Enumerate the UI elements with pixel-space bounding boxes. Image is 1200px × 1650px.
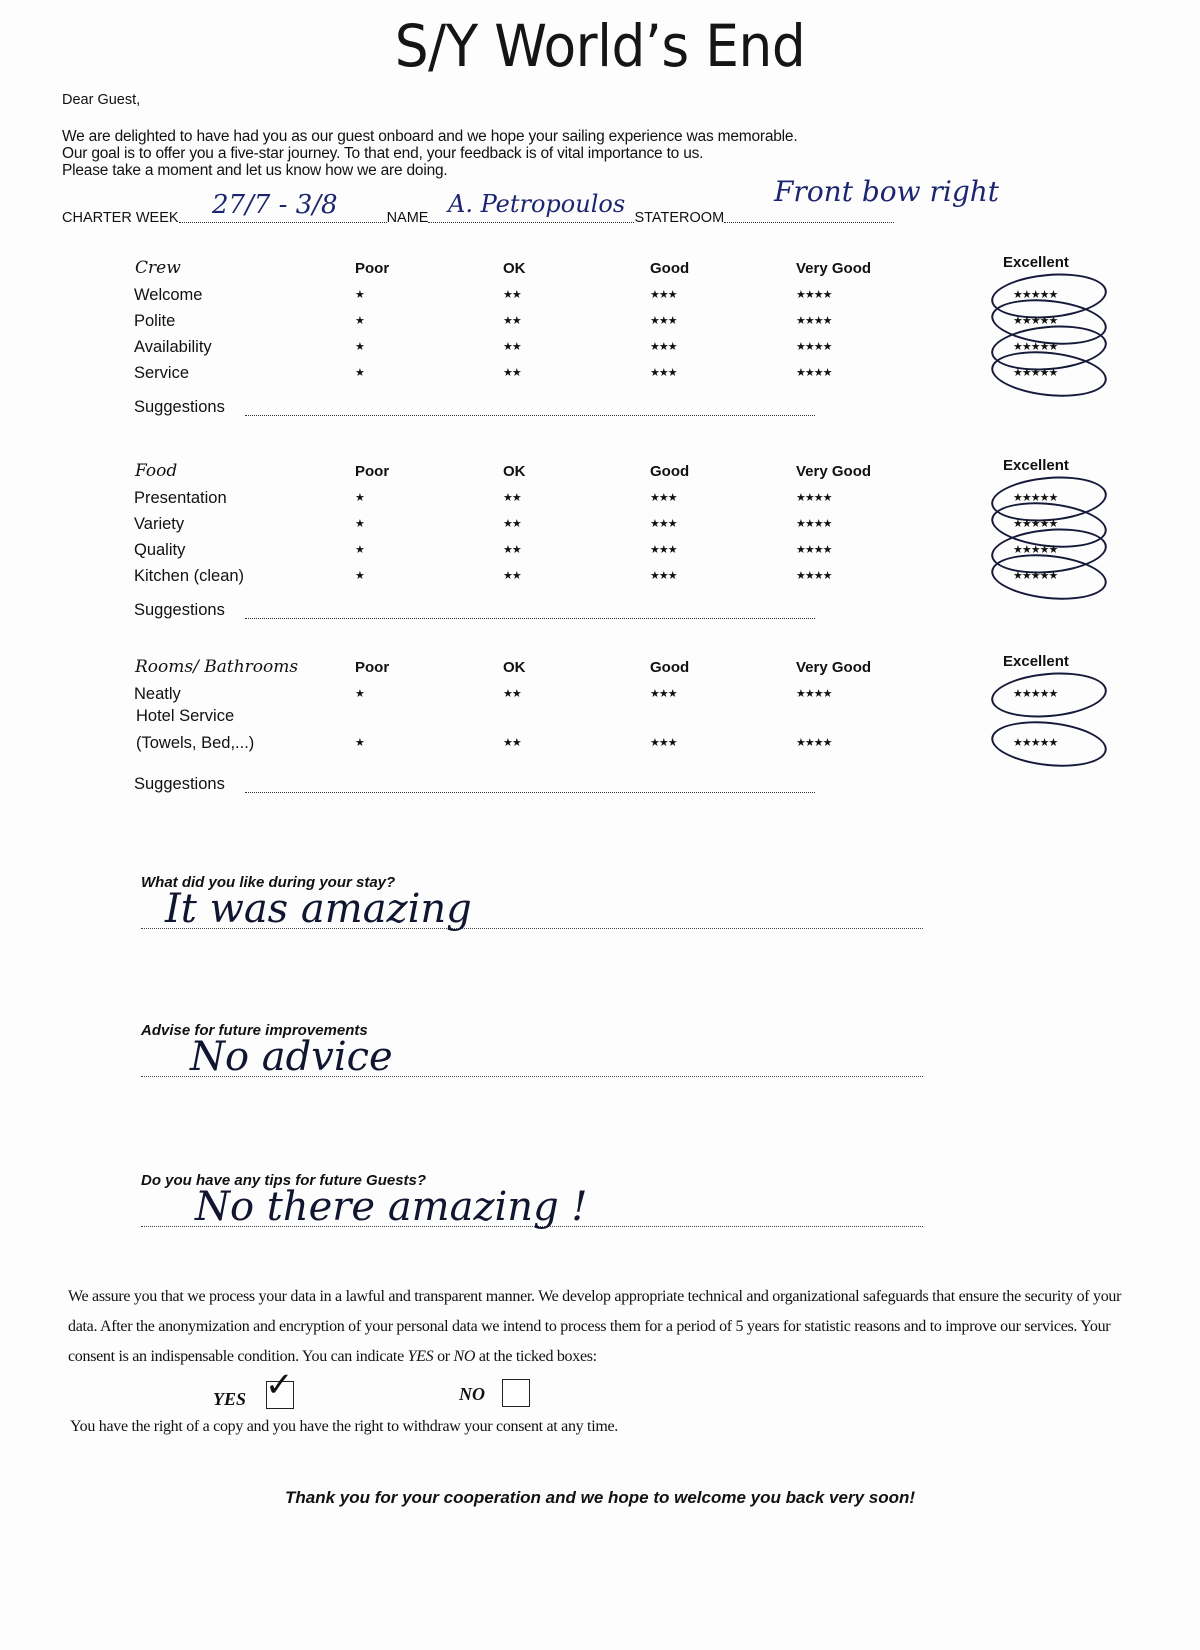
rating-option-excellent[interactable]: ★★★★★ [1013,544,1058,556]
name-line [428,221,634,223]
rating-option-good[interactable]: ★★★ [650,688,677,700]
consent-text-part: We assure you that we process your data in a lawful and transparent manner. We develop appropriate technical and organizational safeguards that ensure the security of your data. After the anonymization and encryption of your personal data we intend to process them for a period of 5 years for statistic reasons and to improve our services. Your consent is an indispensable condition. You can indicate [68,1288,1122,1365]
rating-option-ok[interactable]: ★★ [503,737,521,749]
rating-option-excellent[interactable]: ★★★★★ [1013,737,1058,749]
check-mark-icon: ✓ [265,1366,294,1404]
rating-row-label-sub: (Towels, Bed,...) [136,734,255,752]
rating-option-excellent[interactable]: ★★★★★ [1013,518,1058,530]
rating-option-good[interactable]: ★★★ [650,315,677,327]
rating-column-header: Poor [355,659,390,676]
suggestions-label: Suggestions [134,601,225,619]
intro-line: We are delighted to have had you as our guest onboard and we hope your sailing experience was memorable. [62,128,798,145]
rating-option-very-good[interactable]: ★★★★ [796,289,832,301]
charter-week-field[interactable]: 27/7 - 3/8 [212,190,338,220]
suggestions-input[interactable] [245,415,815,416]
rating-option-poor[interactable]: ★ [355,289,364,301]
rating-option-excellent[interactable]: ★★★★★ [1013,688,1058,700]
rating-option-good[interactable]: ★★★ [650,367,677,379]
rating-option-ok[interactable]: ★★ [503,688,521,700]
rating-row-label: Presentation [134,489,227,507]
charter-week-line [179,221,387,223]
consent-yes-word: YES [407,1348,434,1365]
rating-option-poor[interactable]: ★ [355,570,364,582]
rating-option-good[interactable]: ★★★ [650,289,677,301]
thank-you-footer: Thank you for your cooperation and we hope to welcome you back very soon! [284,1488,916,1507]
rating-option-good[interactable]: ★★★ [650,544,677,556]
suggestions-label: Suggestions [134,398,225,416]
rating-option-ok[interactable]: ★★ [503,289,521,301]
consent-no-label: NO [459,1384,485,1404]
rating-option-good[interactable]: ★★★ [650,492,677,504]
rating-option-poor[interactable]: ★ [355,518,364,530]
data-consent-text [68,1282,1148,1372]
rating-option-very-good[interactable]: ★★★★ [796,544,832,556]
rating-option-very-good[interactable]: ★★★★ [796,570,832,582]
section-title: Food [135,461,178,481]
answer-field[interactable]: It was amazing [165,886,472,932]
rating-option-poor[interactable]: ★ [355,544,364,556]
question-label: Do you have any tips for future Guests? [141,1172,427,1189]
rating-row-label: Quality [134,541,186,559]
rating-column-header: Poor [355,463,390,480]
rating-column-header: Poor [355,260,390,277]
answer-field[interactable]: No advice [190,1034,393,1080]
question-label: What did you like during your stay? [141,874,396,891]
rating-option-poor[interactable]: ★ [355,367,364,379]
rating-row-label: Polite [134,312,176,330]
rating-option-ok[interactable]: ★★ [503,367,521,379]
rating-option-ok[interactable]: ★★ [503,570,521,582]
intro-line: Our goal is to offer you a five-star journey. To that end, your feedback is of vital importance to us. [62,145,704,162]
consent-text-part: or [433,1348,454,1365]
rating-option-very-good[interactable]: ★★★★ [796,341,832,353]
suggestions-input[interactable] [245,792,815,793]
stateroom-line [724,221,894,223]
rating-option-ok[interactable]: ★★ [503,544,521,556]
intro-paragraph [62,128,797,179]
rating-option-poor[interactable]: ★ [355,492,364,504]
section-title: Crew [135,258,181,278]
rating-option-very-good[interactable]: ★★★★ [796,737,832,749]
section-title: Rooms/ Bathrooms [135,657,299,677]
selected-rating-circle [989,668,1108,722]
consent-text-part: at the ticked boxes: [475,1348,597,1365]
rating-column-header: Good [650,659,690,676]
rating-column-header: OK [503,260,526,277]
rating-row-label: Neatly [134,685,181,703]
rating-option-good[interactable]: ★★★ [650,341,677,353]
rating-column-header: OK [503,463,526,480]
rating-option-good[interactable]: ★★★ [650,518,677,530]
consent-no-checkbox[interactable] [502,1379,530,1407]
rating-column-header: Very Good [796,463,872,480]
name-label: NAME [386,210,429,226]
rating-option-excellent[interactable]: ★★★★★ [1013,315,1058,327]
consent-rights-text: You have the right of a copy and you have the right to withdraw your consent at any time. [70,1418,618,1435]
stateroom-label: STATEROOM [634,210,725,226]
question-label: Advise for future improvements [141,1022,368,1039]
rating-option-poor[interactable]: ★ [355,737,364,749]
rating-option-ok[interactable]: ★★ [503,341,521,353]
rating-row-label: Variety [134,515,185,533]
stateroom-field[interactable]: Front bow right [774,175,1000,208]
rating-column-header: OK [503,659,526,676]
rating-column-header: Excellent [1003,457,1069,474]
rating-option-excellent[interactable]: ★★★★★ [1013,289,1058,301]
rating-option-poor[interactable]: ★ [355,688,364,700]
suggestions-input[interactable] [245,618,815,619]
suggestions-label: Suggestions [134,775,225,793]
rating-option-good[interactable]: ★★★ [650,570,677,582]
selected-rating-circle [989,716,1109,772]
rating-column-header: Excellent [1003,254,1069,271]
rating-option-excellent[interactable]: ★★★★★ [1013,492,1058,504]
rating-option-excellent[interactable]: ★★★★★ [1013,367,1058,379]
rating-column-header: Good [650,260,690,277]
intro-line: Please take a moment and let us know how we are doing. [62,162,448,179]
charter-week-label: CHARTER WEEK [62,210,179,226]
rating-option-poor[interactable]: ★ [355,341,364,353]
rating-option-excellent[interactable]: ★★★★★ [1013,341,1058,353]
answer-field[interactable]: No there amazing ! [195,1184,588,1230]
consent-yes-label: YES [213,1389,247,1409]
rating-column-header: Very Good [796,260,872,277]
rating-option-good[interactable]: ★★★ [650,737,677,749]
greeting: Dear Guest, [62,92,141,108]
rating-option-very-good[interactable]: ★★★★ [796,518,832,530]
rating-column-header: Very Good [796,659,872,676]
rating-column-header: Good [650,463,690,480]
rating-option-ok[interactable]: ★★ [503,518,521,530]
rating-option-very-good[interactable]: ★★★★ [796,492,832,504]
rating-column-header: Excellent [1003,653,1069,670]
rating-row-label: Welcome [134,286,203,304]
rating-row-label: Hotel Service [136,707,235,725]
rating-row-label: Availability [134,338,212,356]
consent-no-word: NO [453,1348,476,1365]
consent-yes-checkbox[interactable] [265,1366,294,1409]
rating-option-ok[interactable]: ★★ [503,315,521,327]
rating-option-ok[interactable]: ★★ [503,492,521,504]
name-field[interactable]: A. Petropoulos [448,190,626,218]
rating-option-poor[interactable]: ★ [355,315,364,327]
rating-row-label: Service [134,364,190,382]
rating-option-very-good[interactable]: ★★★★ [796,367,832,379]
form-title: S/Y World’s End [394,12,806,80]
rating-option-excellent[interactable]: ★★★★★ [1013,570,1058,582]
rating-row-label: Kitchen (clean) [134,567,245,585]
rating-option-very-good[interactable]: ★★★★ [796,315,832,327]
rating-option-very-good[interactable]: ★★★★ [796,688,832,700]
